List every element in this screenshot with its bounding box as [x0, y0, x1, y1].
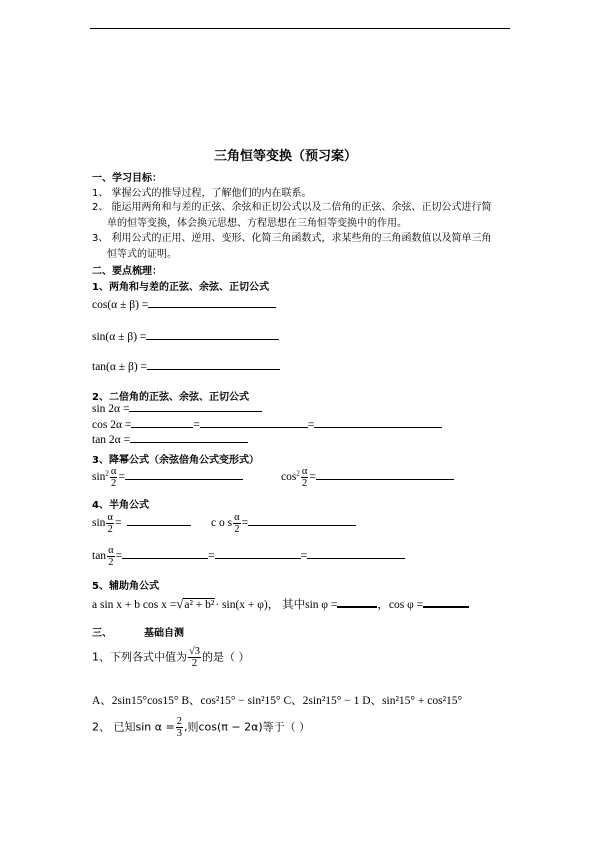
answer-blank[interactable]	[423, 605, 469, 608]
denominator: 2	[301, 478, 308, 490]
formula-label: tan(α ± β) =	[92, 361, 148, 373]
answer-blank[interactable]	[200, 426, 308, 428]
answer-blank[interactable]	[307, 557, 405, 559]
formula-label: sin	[92, 517, 106, 530]
answer-blank[interactable]	[147, 368, 280, 370]
equals-sign: =	[118, 471, 125, 484]
formula-label: sin	[92, 471, 106, 484]
sum-diff-tan-formula	[92, 361, 280, 373]
equals-sign: =	[309, 471, 316, 484]
question-text: ,则cos(π − 2α)等于（ ）	[183, 720, 311, 734]
denominator: 2	[111, 478, 117, 490]
goal-line: 1、 掌握公式的推导过程，了解他们的内在联系。	[92, 188, 312, 199]
answer-blank[interactable]	[131, 426, 193, 428]
half-angle-tan	[92, 545, 405, 568]
question-1	[92, 646, 250, 669]
question-text: 2、 已知sin α =	[92, 720, 175, 734]
half-angle-cos	[211, 512, 356, 535]
numerator: α	[301, 466, 308, 477]
section-1-heading: 一、学习目标：	[92, 173, 162, 184]
formula-label: cos(α ± β) =	[92, 299, 149, 311]
equals-sign: =	[300, 550, 308, 563]
goal-line: 2、 能运用两角和与差的正弦、余弦和正切公式以及二倍角的正弦、余弦、正切公式进行简	[92, 202, 492, 213]
answer-blank[interactable]	[337, 605, 377, 608]
goal-line: 恒等式的证明。	[107, 249, 177, 260]
sqrt-radical: √	[176, 596, 184, 611]
equals-sign: =	[208, 550, 215, 563]
question-text: 的是（ ）	[202, 650, 250, 664]
formula-label: sin(α ± β) =	[92, 331, 147, 343]
formula-label: sin 2α =	[92, 403, 130, 415]
section-3-heading	[92, 624, 184, 639]
point-1-heading: 1、两角和与差的正弦、余弦、正切公式	[92, 282, 269, 293]
exponent: 2	[296, 469, 300, 478]
sqrt-radicand: a² + b²	[184, 599, 215, 611]
goal-line: 3、 利用公式的正用、逆用、变形、化简三角函数式，求某些角的三角函数值以及简单三角	[92, 233, 492, 244]
half-alpha-fraction	[233, 512, 241, 535]
half-alpha-fraction	[107, 545, 115, 568]
power-reduction-sin	[92, 466, 243, 489]
formula-label: tan 2α =	[92, 434, 131, 446]
equals-sign: =	[307, 419, 315, 431]
section-number: 三、	[92, 628, 112, 639]
denominator: 3	[176, 728, 182, 740]
answer-blank[interactable]	[129, 410, 262, 412]
formula-part: · sin(x + φ)， 其中sin φ =	[215, 599, 338, 611]
half-alpha-fraction	[301, 466, 309, 489]
answer-blank[interactable]	[122, 557, 208, 559]
formula-label: cos 2α =	[92, 419, 132, 431]
answer-blank[interactable]	[146, 338, 279, 340]
double-tan-formula	[92, 434, 248, 446]
half-alpha-fraction	[106, 512, 114, 535]
denominator: 2	[191, 658, 198, 670]
formula-label: c o s	[211, 517, 233, 530]
auxiliary-angle-formula	[92, 596, 469, 612]
numerator: √3	[189, 646, 201, 657]
half-angle-sin	[92, 512, 191, 535]
numerator: α	[110, 466, 117, 477]
point-3-heading: 3、降幂公式（余弦倍角公式变形式）	[92, 455, 259, 466]
exponent: 2	[105, 469, 109, 478]
goal-line: 单的恒等变换，体会换元思想、方程思想在三角恒等变换中的作用。	[107, 218, 407, 229]
double-sin-formula	[92, 403, 262, 415]
header-rule	[90, 28, 510, 29]
answer-blank[interactable]	[215, 557, 301, 559]
answer-blank[interactable]	[316, 478, 454, 480]
numerator: α	[234, 512, 240, 523]
answer-blank[interactable]	[248, 524, 356, 526]
denominator: 2	[108, 557, 114, 569]
equals-sign: =	[114, 517, 122, 530]
equals-sign: =	[115, 550, 123, 563]
answer-blank[interactable]	[148, 306, 276, 308]
answer-blank[interactable]	[130, 441, 248, 443]
formula-part: ，cos φ =	[377, 599, 424, 611]
question-text: 1、下列各式中值为	[92, 650, 187, 664]
answer-blank[interactable]	[314, 426, 442, 428]
numerator: α	[108, 545, 114, 556]
numerator: α	[107, 512, 113, 523]
two-thirds-fraction	[176, 716, 183, 739]
denominator: 2	[234, 524, 240, 536]
formula-part: a sin x + b cos x =	[92, 599, 177, 611]
answer-blank[interactable]	[127, 524, 191, 526]
answer-blank[interactable]	[125, 478, 243, 480]
question-2	[92, 716, 310, 739]
section-title: 基础自测	[144, 628, 184, 639]
denominator: 2	[107, 524, 113, 536]
half-alpha-fraction	[110, 466, 118, 489]
point-2-heading: 2、二倍角的正弦、余弦、正切公式	[92, 392, 249, 403]
formula-label: tan	[92, 550, 107, 563]
power-reduction-cos	[281, 466, 454, 489]
point-5-heading: 5、辅助角公式	[92, 581, 159, 592]
section-2-heading: 二、要点梳理：	[92, 266, 162, 277]
formula-label: cos	[281, 471, 297, 484]
numerator: 2	[176, 716, 182, 727]
equals-sign: =	[241, 517, 249, 530]
point-4-heading: 4、半角公式	[92, 500, 149, 511]
page-title: 三角恒等变换（预习案）	[214, 149, 358, 164]
sqrt3-over-2-fraction	[188, 646, 201, 669]
sum-diff-sin-formula	[92, 331, 279, 343]
question-1-options[interactable]: A、2sin15°cos15° B、cos²15° − sin²15° C、2sin²15° − 1 D、sin²15° + cos²15°	[92, 695, 463, 707]
equals-sign: =	[193, 419, 200, 431]
sum-diff-cos-formula	[92, 299, 276, 311]
double-cos-formula	[92, 419, 442, 431]
